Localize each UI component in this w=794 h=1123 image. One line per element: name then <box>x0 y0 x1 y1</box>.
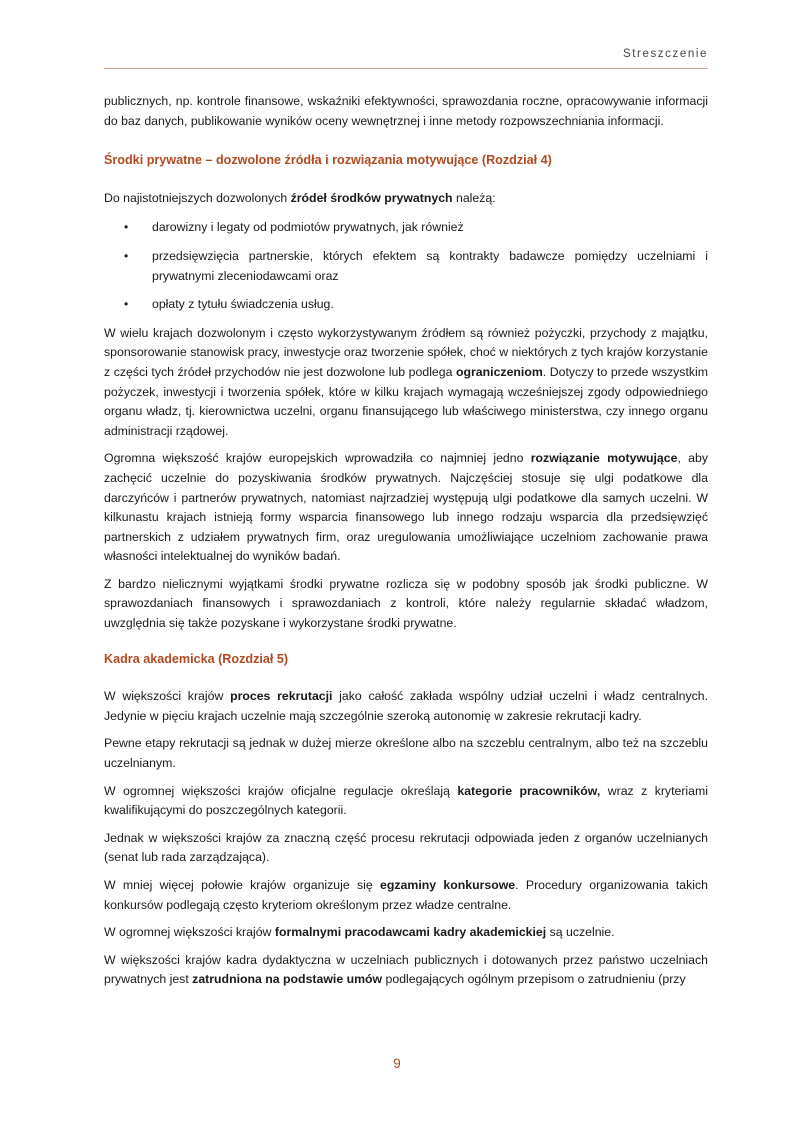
list-item: • przedsięwzięcia partnerskie, których efektem są kontrakty badawcze pomiędzy uczelniami i prywatnymi zleceniodawcami oraz <box>124 248 708 283</box>
private-sources-lead: Do najistotniejszych dozwolonych źródeł środków prywatnych należą: <box>104 190 496 205</box>
intro-paragraph: publicznych, np. kontrole finansowe, wskaźniki efektywności, sprawozdania roczne, opracowywanie informacji do baz danych, publikowanie wyników oceny wewnętrznej i inne metody rozpowszechniania informacji. <box>104 94 708 128</box>
paragraph-competitive-exams: W mniej więcej połowie krajów organizuje się egzaminy konkursowe. Procedury organizowania takich konkursów podlegają często kryteriom określonym przez władze centralne. <box>104 878 708 912</box>
paragraph-staff-categories: W ogromnej większości krajów oficjalne regulacje określają kategorie pracowników, wraz z kryteriami kwalifikującymi do poszczególnych kategorii. <box>104 783 708 818</box>
paragraph-recruitment: W większości krajów proces rekrutacji jako całość zakłada wspólny udział uczelni i władz centralnych. Jedynie w pięciu krajach uczelnie mają szczególnie szeroką autonomię w zakresie rekrutacji kadry. <box>104 689 709 723</box>
bold-term: egzaminy konkursowe <box>380 878 516 892</box>
private-sources-list <box>104 218 708 314</box>
bold-term: rozwiązanie motywujące <box>530 451 678 466</box>
paragraph-employers: W ogromnej większości krajów formalnymi pracodawcami kadry akademickiej są uczelnie. <box>104 925 615 940</box>
page-number: 9 <box>393 1056 401 1071</box>
paragraph-recruitment-stages: Pewne etapy rekrutacji są jednak w dużej mierze określone albo na szczeblu centralnym, albo też na szczeblu uczelnianym. <box>104 736 708 771</box>
section-heading-private-funds: Środki prywatne – dozwolone źródła i rozwiązania motywujące (Rozdział 4) <box>104 153 552 168</box>
paragraph-employment-contracts: W większości krajów kadra dydaktyczna w uczelniach publicznych i dotowanych przez państwo uczelniach prywatnych jest zatrudniona na podstawie umów podlegających ogólnym przepisom o zatrudnieniu (przy <box>104 952 708 987</box>
bold-term: formalnymi pracodawcami kadry akademickiej <box>274 925 547 940</box>
bullet-icon: • <box>124 220 129 235</box>
bullet-icon: • <box>124 297 129 312</box>
bold-term: źródeł środków prywatnych <box>290 190 453 205</box>
paragraph-accounting: Z bardzo nielicznymi wyjątkami środki prywatne rozlicza się w podobny sposób jak środki publiczne. W sprawozdaniach finansowych i sprawozdaniach z kontroli, które należy regularnie składać władzom, uwzględnia się także pozyskane i wykorzystane środki prywatne. <box>104 576 708 631</box>
header-divider <box>104 68 708 69</box>
list-item: • opłaty z tytułu świadczenia usług. <box>104 295 708 315</box>
paragraph-incentives: Ogromna większość krajów europejskich wprowadziła co najmniej jedno rozwiązanie motywujące, aby zachęcić uczelnie do pozyskiwania środków prywatnych. Najczęściej stosuje się ulgi podatkowe dla darczyńców i partnerów prywatnych, natomiast najrzadziej występują ulgi podatkowe dla samych uczelni. W kilkunastu krajach istnieją formy wsparcia finansowego lub innego rodzaju wsparcia dla przedsięwzięć partnerskich z udziałem prywatnych firm, oraz uregulowania umożliwiające uczelniom zachowanie prawa własności intelektualnej do wyników badań. <box>104 451 708 564</box>
bold-term: zatrudniona na podstawie umów <box>192 972 383 987</box>
section-heading-academic-staff: Kadra akademicka (Rozdział 5) <box>104 651 289 666</box>
paragraph-university-bodies: Jednak w większości krajów za znaczną część procesu rekrutacji odpowiada jeden z organów uczelnianych (senat lub rada zarządzająca). <box>104 830 708 865</box>
bullet-icon: • <box>124 248 129 263</box>
paragraph-loans: W wielu krajach dozwolonym i często wykorzystywanym źródłem są również pożyczki, przychody z majątku, sponsorowanie stanowisk pracy, inwestycje oraz tworzenie spółek, choć w niektórych z tych krajów korzystanie z części tych źródeł przychodów nie jest dozwolone lub podlega ograniczeniom. Dotyczy to przede wszystkim pożyczek, inwestycji i tworzenia spółek, które w kilku krajach wymagają wcześniejszej zgody odpowiedniego organu władz, tj. kierownictwa uczelni, organu finansującego lub właściwego ministerstwa, czy innego organu administracji rządowej. <box>104 325 708 438</box>
bold-term: proces rekrutacji <box>230 689 333 704</box>
header-title: Streszczenie <box>622 48 708 60</box>
bold-term: ograniczeniom <box>456 364 543 379</box>
main-content <box>104 92 708 998</box>
bold-term: kategorie pracowników, <box>457 783 601 798</box>
list-item: • darowizny i legaty od podmiotów prywatnych, jak również <box>104 218 708 238</box>
